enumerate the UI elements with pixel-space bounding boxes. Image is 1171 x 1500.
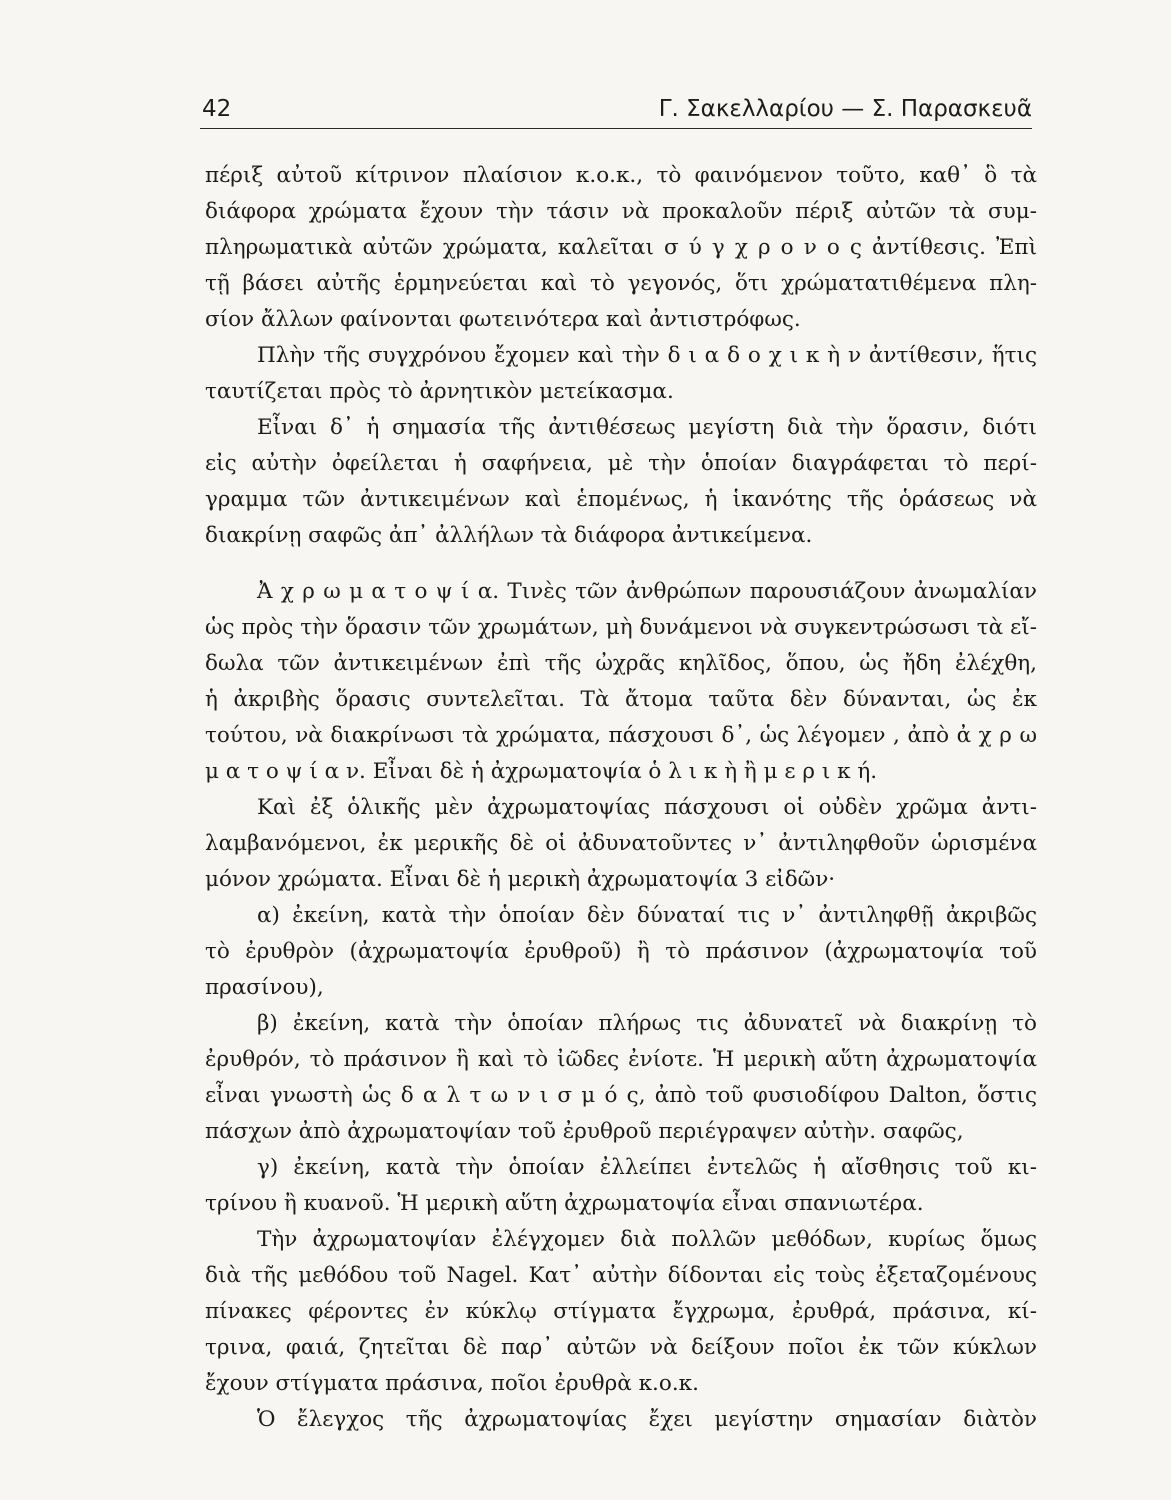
text-line: εἰς αὐτὴν ὀφείλεται ἡ σαφήνεια, μὲ τὴν ὁποίαν διαγράφεται τὸ περί- bbox=[205, 451, 1037, 476]
text-line: διάφορα χρώματα ἔχουν τὴν τάσιν νὰ προκαλοῦν πέριξ αὐτῶν τὰ συμ- bbox=[205, 199, 1037, 224]
text-line: διὰ τῆς μεθόδου τοῦ Nagel. Κατ᾿ αὐτὴν δίδονται εἰς τοὺς ἐξεταζομένους bbox=[205, 1263, 1037, 1288]
list-item-a: α) ἐκείνη, κατὰ τὴν ὁποίαν δὲν δύναταί τις ν᾿ ἀντιληφθῇ ἀκριβῶς bbox=[257, 903, 1037, 928]
section-gap bbox=[205, 554, 1037, 574]
text-line: Τὴν ἀχρωματοψίαν ἐλέγχομεν διὰ πολλῶν μεθόδων, κυρίως ὅμως bbox=[257, 1227, 1037, 1252]
text-line: πρασίνου), bbox=[205, 975, 324, 1000]
text-line: πίνακες φέροντες ἐν κύκλῳ στίγματα ἔγχρωμα, ἐρυθρά, πράσινα, κί- bbox=[205, 1299, 1037, 1324]
text-line: λαμβανόμενοι, ἐκ μερικῆς δὲ οἱ ἀδυνατοῦντες ν᾿ ἀντιληφθοῦν ὡρισμένα bbox=[205, 831, 1037, 856]
list-item-c: γ) ἐκείνη, κατὰ τὴν ὁποίαν ἐλλείπει ἐντελῶς ἡ αἴσθησις τοῦ κι- bbox=[257, 1155, 1037, 1180]
text-line: μόνον χρώματα. Εἶναι δὲ ἡ μερικὴ ἀχρωματοψία 3 εἰδῶν· bbox=[205, 867, 836, 892]
running-head: Γ. Σακελλαρίου — Σ. Παρασκευᾶ bbox=[658, 96, 1032, 122]
text-line: ἐρυθρόν, τὸ πράσινον ἢ καὶ τὸ ἰῶδες ἐνίοτε. Ἡ μερικὴ αὕτη ἀχρωματοψία bbox=[205, 1047, 1037, 1072]
text-line: ἡ ἀκριβὴς ὅρασις συντελεῖται. Τὰ ἄτομα ταῦτα δὲν δύνανται, ὡς ἐκ bbox=[205, 687, 1037, 712]
text-line: δωλα τῶν ἀντικειμένων ἐπὶ τῆς ὠχρᾶς κηλῖδος, ὅπου, ὡς ἤδη ἐλέχθη, bbox=[205, 651, 1037, 676]
text-line: Ὁ ἔλεγχος τῆς ἀχρωματοψίας ἔχει μεγίστην σημασίαν διὰτὸν bbox=[257, 1407, 1037, 1432]
text-line: σίον ἄλλων φαίνονται φωτεινότερα καὶ ἀντιστρόφως. bbox=[205, 307, 801, 332]
text-line: πάσχων ἀπὸ ἀχρωματοψίαν τοῦ ἐρυθροῦ περιέγραψεν αὐτὴν. σαφῶς, bbox=[205, 1119, 964, 1144]
text-line: πέριξ αὐτοῦ κίτρινον πλαίσιον κ.ο.κ., τὸ φαινόμενον τοῦτο, καθ᾿ ὃ τὰ bbox=[205, 163, 1037, 188]
text-line: διακρίνῃ σαφῶς ἀπ᾿ ἀλλήλων τὰ διάφορα ἀντικείμενα. bbox=[205, 523, 813, 548]
body-text bbox=[205, 158, 1037, 1438]
page-header bbox=[200, 92, 1032, 129]
text-line: Πλὴν τῆς συγχρόνου ἔχομεν καὶ τὴν δ ι α δ ο χ ι κ ὴ ν ἀντίθεσιν, ἥτις bbox=[257, 343, 1037, 368]
text-line: εἶναι γνωστὴ ὡς δ α λ τ ω ν ι σ μ ό ς, ἀπὸ τοῦ φυσιοδίφου Dalton, ὅστις bbox=[205, 1083, 1037, 1108]
text-line: μ α τ ο ψ ί α ν. Εἶναι δὲ ἡ ἀχρωματοψία ὁ λ ι κ ὴ ἢ μ ε ρ ι κ ή. bbox=[205, 759, 878, 784]
text-line: ταυτίζεται πρὸς τὸ ἀρνητικὸν μετείκασμα. bbox=[205, 379, 674, 404]
text-line: Καὶ ἐξ ὁλικῆς μὲν ἀχρωματοψίας πάσχουσι οἱ οὐδὲν χρῶμα ἀντι- bbox=[257, 795, 1037, 820]
text-line: πληρωματικὰ αὐτῶν χρώματα, καλεῖται σ ύ γ χ ρ ο ν ο ς ἀντίθεσις. Ἐπὶ bbox=[205, 235, 1037, 260]
text-line: τῇ βάσει αὐτῆς ἑρμηνεύεται καὶ τὸ γεγονός, ὅτι χρώματατιθέμενα πλη- bbox=[205, 271, 1037, 296]
text-line: γραμμα τῶν ἀντικειμένων καὶ ἑπομένως, ἡ ἱκανότης τῆς ὁράσεως νὰ bbox=[205, 487, 1037, 512]
page-number: 42 bbox=[202, 96, 232, 122]
text-line: τρίνου ἢ κυανοῦ. Ἡ μερικὴ αὕτη ἀχρωματοψία εἶναι σπανιωτέρα. bbox=[205, 1191, 924, 1216]
text-line: τούτου, νὰ διακρίνωσι τὰ χρώματα, πάσχουσι δ᾿, ὡς λέγομεν , ἀπὸ ἀ χ ρ ω bbox=[205, 723, 1037, 748]
list-item-b: β) ἐκείνη, κατὰ τὴν ὁποίαν πλήρως τις ἀδυνατεῖ νὰ διακρίνῃ τὸ bbox=[257, 1011, 1037, 1036]
text-line: τὸ ἐρυθρὸν (ἀχρωματοψία ἐρυθροῦ) ἢ τὸ πράσινον (ἀχρωματοψία τοῦ bbox=[205, 939, 1037, 964]
text-line: ἔχουν στίγματα πράσινα, ποῖοι ἐρυθρὰ κ.ο.κ. bbox=[205, 1371, 699, 1396]
text-line: ὡς πρὸς τὴν ὅρασιν τῶν χρωμάτων, μὴ δυνάμενοι νὰ συγκεντρώσωσι τὰ εἴ- bbox=[205, 615, 1037, 640]
section-heading-line: Ἀ χ ρ ω μ α τ ο ψ ί α. Τινὲς τῶν ἀνθρώπων παρουσιάζουν ἀνωμαλίαν bbox=[257, 579, 1037, 604]
text-line: τρινα, φαιά, ζητεῖται δὲ παρ᾿ αὐτῶν νὰ δείξουν ποῖοι ἐκ τῶν κύκλων bbox=[205, 1335, 1037, 1360]
text-line: Εἶναι δ᾿ ἡ σημασία τῆς ἀντιθέσεως μεγίστη διὰ τὴν ὅρασιν, διότι bbox=[257, 415, 1037, 440]
